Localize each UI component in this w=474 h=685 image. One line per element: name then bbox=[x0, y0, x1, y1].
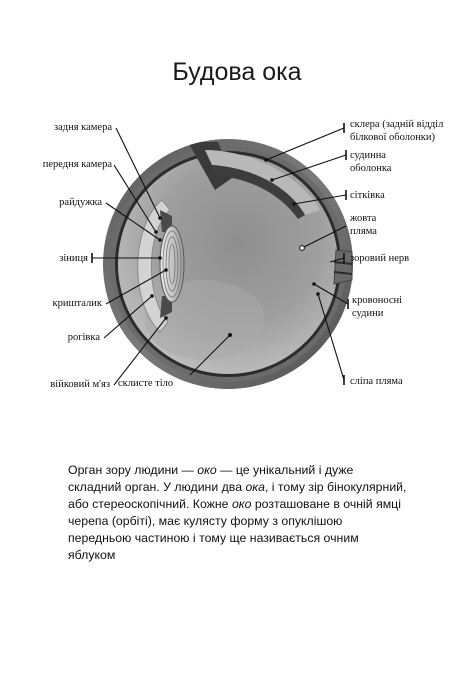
label-choroid-1: судинна bbox=[350, 150, 386, 161]
para-text-3: , і тому зір бінокулярний, або стереоскопічний. Кожне bbox=[68, 480, 407, 511]
para-emphasis-3: око bbox=[231, 497, 252, 511]
label-macula-2: пляма bbox=[350, 226, 377, 237]
label-vitreous: склисте тіло bbox=[118, 378, 174, 389]
label-vessels-1: кровоносні bbox=[352, 295, 403, 306]
page-title: Будова ока bbox=[172, 58, 302, 86]
label-sclera-2: білкової оболонки) bbox=[350, 132, 436, 143]
label-cornea: рогівка bbox=[67, 332, 100, 343]
label-iris: райдужка bbox=[59, 197, 102, 208]
label-retina: сітківка bbox=[350, 190, 385, 201]
para-text-1: Орган зору людини — bbox=[68, 463, 198, 477]
label-rear-chamber: задня камера bbox=[53, 122, 112, 133]
para-emphasis-1: око bbox=[197, 463, 217, 477]
label-blind-spot: сліпа пляма bbox=[350, 376, 403, 387]
label-front-chamber: передня камера bbox=[42, 159, 112, 170]
label-optic-nerve: зоровий нерв bbox=[350, 253, 410, 264]
label-ciliary-muscle: війковий м'яз bbox=[50, 379, 110, 390]
label-pupil: зіниця bbox=[59, 253, 88, 264]
lens-shape bbox=[160, 226, 184, 302]
label-choroid-2: оболонка bbox=[350, 163, 392, 174]
label-macula-1: жовта bbox=[350, 213, 377, 224]
para-emphasis-2: ока bbox=[245, 480, 265, 494]
label-lens: кришталик bbox=[52, 298, 102, 309]
para-text-2: — це унікальний і дуже складний орган. У людини два bbox=[68, 463, 354, 494]
label-sclera-1: склера (задній відділ bbox=[350, 119, 444, 130]
macula-marker bbox=[300, 246, 305, 251]
para-text-4: розташоване в очній ямці черепа (орбіті), має кулясту форму з опуклішою передньою частиною і тому ще називається очним яблуком bbox=[68, 497, 401, 562]
label-vessels-2: судини bbox=[352, 308, 384, 319]
description-paragraph bbox=[68, 462, 408, 564]
